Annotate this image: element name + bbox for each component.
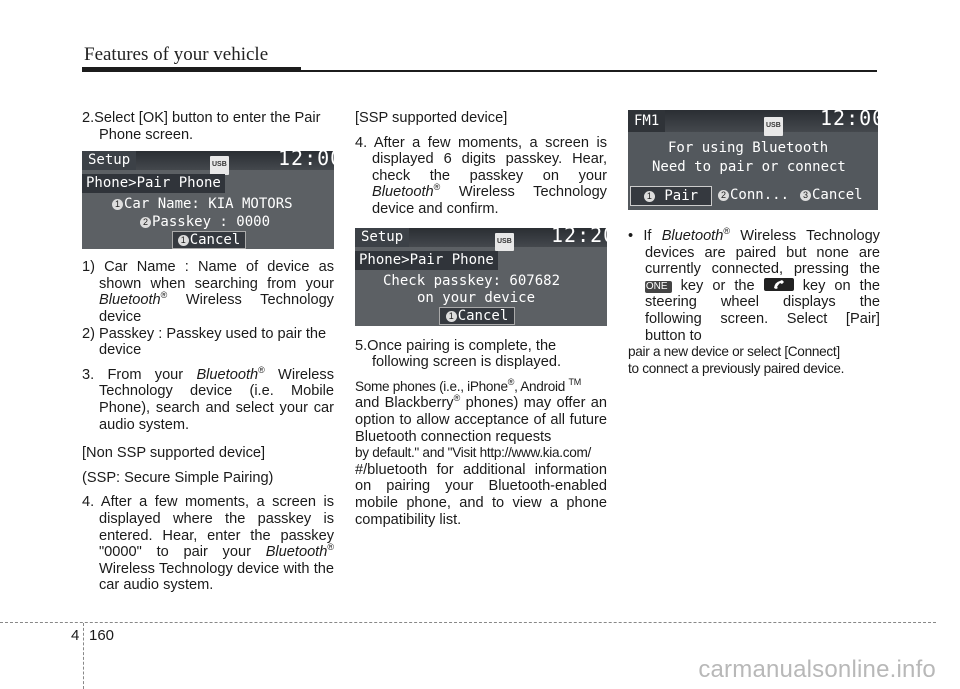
ssp-definition: (SSP: Secure Simple Pairing) bbox=[82, 469, 274, 486]
on-device-line: on your device bbox=[417, 289, 536, 306]
step-2-text: 2.Select [OK] button to enter the Pair Phone screen. bbox=[82, 110, 321, 143]
bullet-text-end: to connect a previously paired device. bbox=[628, 360, 845, 376]
check-passkey-screen bbox=[355, 222, 617, 326]
usb-icon: USB bbox=[764, 117, 783, 136]
bullet-text: • If Bluetooth® Wireless Technology devices are paired but none are currently connected, pressing the PHONE key or the key on the steering wheel displays the following screen. Select [Pair] button to bbox=[628, 226, 880, 344]
compatibility-note: Some phones (i.e., iPhone®, Android ™ bbox=[355, 376, 581, 394]
screen-breadcrumb: Phone>Pair Phone bbox=[82, 174, 225, 193]
ssp-heading: [SSP supported device] bbox=[355, 110, 508, 126]
usb-icon: USB bbox=[495, 233, 514, 252]
car-name-line: 1 Car Name: KIA MOTORS bbox=[112, 196, 293, 213]
bullet-text-cont: pair a new device or select [Connect] bbox=[628, 344, 840, 360]
footer-vertical-divider bbox=[83, 623, 84, 689]
compatibility-note-end: #/bluetooth for additional information on pairing your Bluetooth-enabled mobile phone, and to view a phone compatibility list. bbox=[355, 461, 607, 528]
watermark: carmanualsonline.info bbox=[698, 656, 936, 683]
cancel-button[interactable]: 3 Cancel bbox=[800, 187, 863, 204]
connect-button[interactable]: 2 Conn... bbox=[718, 187, 789, 204]
non-ssp-heading: [Non SSP supported device] bbox=[82, 445, 266, 462]
screen-clock: 12:20 bbox=[551, 222, 617, 247]
compatibility-note-url: by default." and "Visit http://www.kia.com/ bbox=[355, 445, 592, 461]
num-icon: 1 bbox=[178, 235, 189, 246]
screen-tab: Setup bbox=[355, 228, 409, 247]
cancel-button[interactable]: 1 Cancel bbox=[172, 231, 246, 249]
screen-tab: FM1 bbox=[628, 110, 665, 132]
check-passkey-line: Check passkey: 607682 bbox=[383, 272, 561, 289]
step-4-ssp: 4. After a few moments, a screen is displayed 6 digits passkey. Hear, check the passkey on your Bluetooth® Wireless Technology device and confirm. bbox=[355, 134, 607, 217]
page-header-title: Features of your vehicle bbox=[84, 44, 269, 65]
screen-clock: 12:00 bbox=[820, 106, 886, 130]
pair-button[interactable]: 1 Pair bbox=[630, 186, 712, 206]
passkey-line: 2 Passkey : 0000 bbox=[140, 214, 270, 231]
num-icon: 1 bbox=[112, 199, 123, 210]
chapter-number: 4 bbox=[71, 627, 80, 644]
num-icon: 1 bbox=[446, 311, 457, 322]
phone-key: PHONE bbox=[645, 281, 672, 293]
screen-clock: 12:00 bbox=[278, 146, 344, 171]
screen-tab: Setup bbox=[82, 151, 136, 170]
pair-or-connect-line: Need to pair or connect bbox=[652, 159, 846, 175]
num-icon: 2 bbox=[140, 217, 151, 228]
phone-call-icon bbox=[764, 278, 794, 291]
cancel-button[interactable]: 1 Cancel bbox=[439, 307, 515, 325]
car-name-item: 1) Car Name : Name of device as shown when searching from your Bluetooth® Wireless Technology device bbox=[82, 259, 334, 325]
num-icon: 2 bbox=[718, 190, 729, 201]
header-rule-thick bbox=[82, 67, 301, 72]
step-3-text: 3. From your Bluetooth® Wireless Technology device (i.e. Mobile Phone), search and select your car audio system. bbox=[82, 364, 334, 433]
column-1 bbox=[82, 110, 344, 594]
step-4-non-ssp: 4. After a few moments, a screen is displayed where the passkey is entered. Hear, enter the passkey "0000" to pair your Bluetooth® Wireless Technology device with the car audio system. bbox=[82, 494, 334, 594]
column-2 bbox=[355, 110, 617, 528]
compatibility-note-cont: and Blackberry® phones) may offer an option to allow acceptance of all future Bluetooth connection requests bbox=[355, 393, 607, 445]
usb-icon: USB bbox=[210, 156, 229, 175]
screen-breadcrumb: Phone>Pair Phone bbox=[355, 251, 498, 270]
num-icon: 3 bbox=[800, 190, 811, 201]
column-3 bbox=[628, 106, 886, 377]
step-5-text: 5.Once pairing is complete, the following screen is displayed. bbox=[355, 337, 562, 371]
bluetooth-connect-screen bbox=[628, 106, 886, 210]
num-icon: 1 bbox=[644, 191, 655, 202]
bluetooth-prompt-line: For using Bluetooth bbox=[668, 140, 829, 156]
bullet: • bbox=[628, 228, 634, 244]
passkey-item: 2) Passkey : Passkey used to pair the device bbox=[82, 325, 327, 359]
header-rule-thin bbox=[301, 70, 877, 72]
page-number: 160 bbox=[89, 627, 115, 644]
footer-divider bbox=[0, 622, 936, 623]
pair-phone-screen bbox=[82, 146, 344, 249]
